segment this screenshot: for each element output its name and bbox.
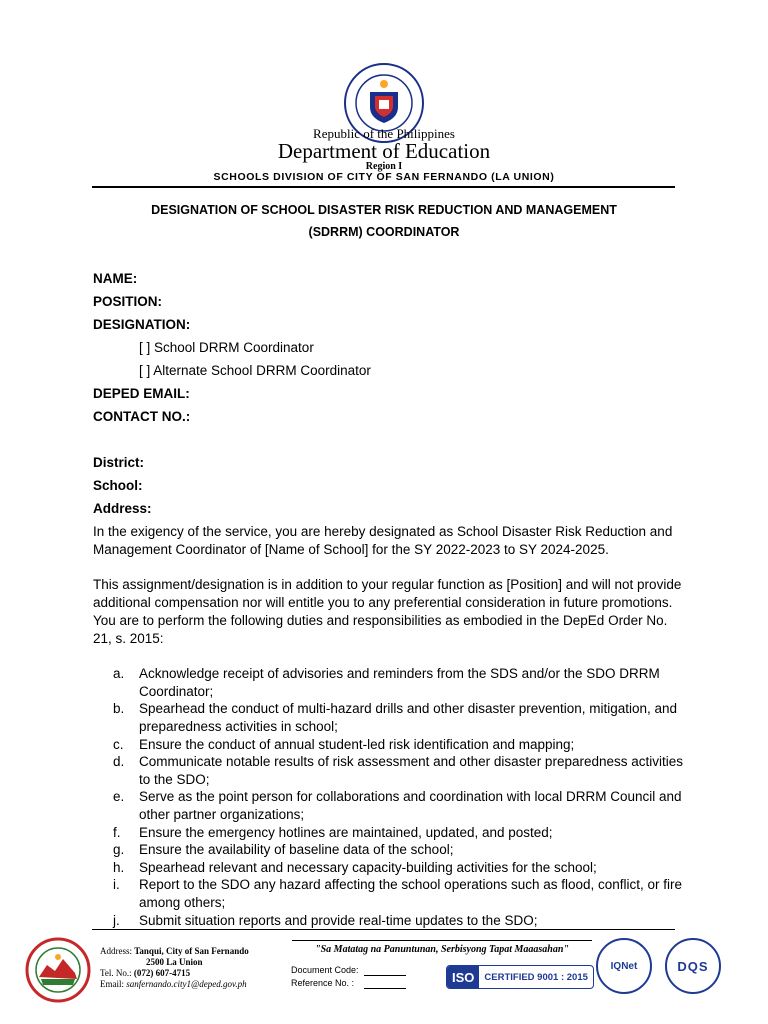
iqnet-logo: IQNet (596, 938, 652, 994)
option-alternate-drrm[interactable]: [ ] Alternate School DRRM Coordinator (139, 363, 371, 378)
footer-address-block (100, 946, 290, 990)
duty-letter: b. (113, 701, 125, 716)
contact-label: CONTACT NO.: (93, 409, 191, 424)
duty-item-e (113, 788, 693, 823)
email-value[interactable]: sanfernando.city1@deped.gov.ph (126, 979, 247, 989)
reference-no-label: Reference No. : (291, 978, 355, 988)
paragraph-assignment: This assignment/designation is in addition to your regular function as [Position] and will not provide additional compensation nor will entitle you to any preferential consideration in future promotions. You are to perform the following duties and responsibilities as embodied in the DepEd Order No. 21, s. 2015: (93, 577, 682, 646)
division-line: SCHOOLS DIVISION OF CITY OF SAN FERNANDO (LA UNION) (213, 171, 555, 183)
footer-divider (92, 929, 675, 930)
duty-letter: h. (113, 860, 125, 875)
duty-text: Spearhead the conduct of multi-hazard drills and other disaster prevention, mitigation, and preparedness activities in school; (139, 701, 678, 734)
duty-item-h (113, 859, 693, 877)
duty-letter: e. (113, 789, 125, 804)
republic-line: Republic of the Philippines (313, 126, 455, 141)
duty-text: Submit situation reports and provide real-time updates to the SDO; (139, 913, 538, 928)
tel-value: (072) 607-4715 (133, 968, 191, 978)
duty-text: Serve as the point person for collaborations and coordination with local DRRM Council and other partner organizations; (139, 789, 682, 822)
header-divider (92, 186, 675, 188)
document-code-label: Document Code: (291, 965, 359, 975)
duty-item-f (113, 824, 693, 842)
school-label: School: (93, 478, 143, 493)
duty-letter: g. (113, 842, 125, 857)
duty-item-c (113, 736, 693, 754)
duty-letter: d. (113, 754, 125, 769)
option-school-drrm[interactable]: [ ] School DRRM Coordinator (139, 340, 314, 355)
document-title-line2: (SDRRM) COORDINATOR (308, 225, 460, 239)
duty-text: Communicate notable results of risk assessment and other disaster preparedness activities to the SDO; (139, 754, 684, 787)
department-title: Department of Education (277, 139, 491, 163)
duty-letter: a. (113, 666, 125, 681)
district-label: District: (93, 455, 145, 470)
duty-item-g (113, 841, 693, 859)
duty-text: Spearhead relevant and necessary capacity-building activities for the school; (139, 860, 597, 875)
duty-letter: i. (113, 877, 120, 892)
duty-text: Ensure the emergency hotlines are maintained, updated, and posted; (139, 825, 553, 840)
duty-letter: f. (113, 825, 121, 840)
name-label: NAME: (93, 271, 138, 286)
duty-text: Ensure the conduct of annual student-led risk identification and mapping; (139, 737, 575, 752)
address-label: Address: (93, 501, 152, 516)
duty-item-d (113, 753, 693, 788)
dqs-logo: DQS (665, 938, 721, 994)
address-label: Address: (100, 946, 132, 956)
sdo-city-logo (25, 937, 91, 1003)
position-label: POSITION: (93, 294, 163, 309)
duty-item-b (113, 700, 693, 735)
motto-rule (292, 940, 592, 941)
tel-label: Tel. No.: (100, 968, 132, 978)
address-value-line2: 2500 La Union (146, 957, 203, 967)
duty-text: Report to the SDO any hazard affecting the school operations such as flood, conflict, or fire among others; (139, 877, 683, 910)
document-title-line1: DESIGNATION OF SCHOOL DISASTER RISK REDUCTION AND MANAGEMENT (151, 203, 617, 217)
iso-certified-badge (446, 965, 594, 989)
duty-item-a (113, 665, 693, 700)
address-value: Tanqui, City of San Fernando (134, 946, 249, 956)
duty-text: Ensure the availability of baseline data of the school; (139, 842, 454, 857)
duty-text: Acknowledge receipt of advisories and reminders from the SDS and/or the SDO DRRM Coordinator; (139, 666, 660, 699)
designation-label: DESIGNATION: (93, 317, 191, 332)
duty-item-i (113, 876, 693, 911)
duty-item-j (113, 912, 693, 930)
document-code-line (364, 975, 406, 976)
region-line: Region I (365, 161, 403, 172)
footer-motto: "Sa Matatag na Panuntunan, Serbisyong Tapat Maaasahan" (315, 944, 569, 955)
paragraph-designation: In the exigency of the service, you are hereby designated as School Disaster Risk Reduction and Management Coordinator of [Name of School] for the SY 2022-2023 to SY 2024-2025. (93, 524, 673, 557)
iso-cert-text: CERTIFIED 9001 : 2015 (484, 971, 588, 983)
email-label: Email: (100, 979, 124, 989)
reference-no-line (364, 988, 406, 989)
deped-email-label: DEPED EMAIL: (93, 386, 190, 401)
duty-letter: c. (113, 737, 124, 752)
iso-label: ISO (447, 966, 479, 988)
duty-letter: j. (113, 913, 120, 928)
